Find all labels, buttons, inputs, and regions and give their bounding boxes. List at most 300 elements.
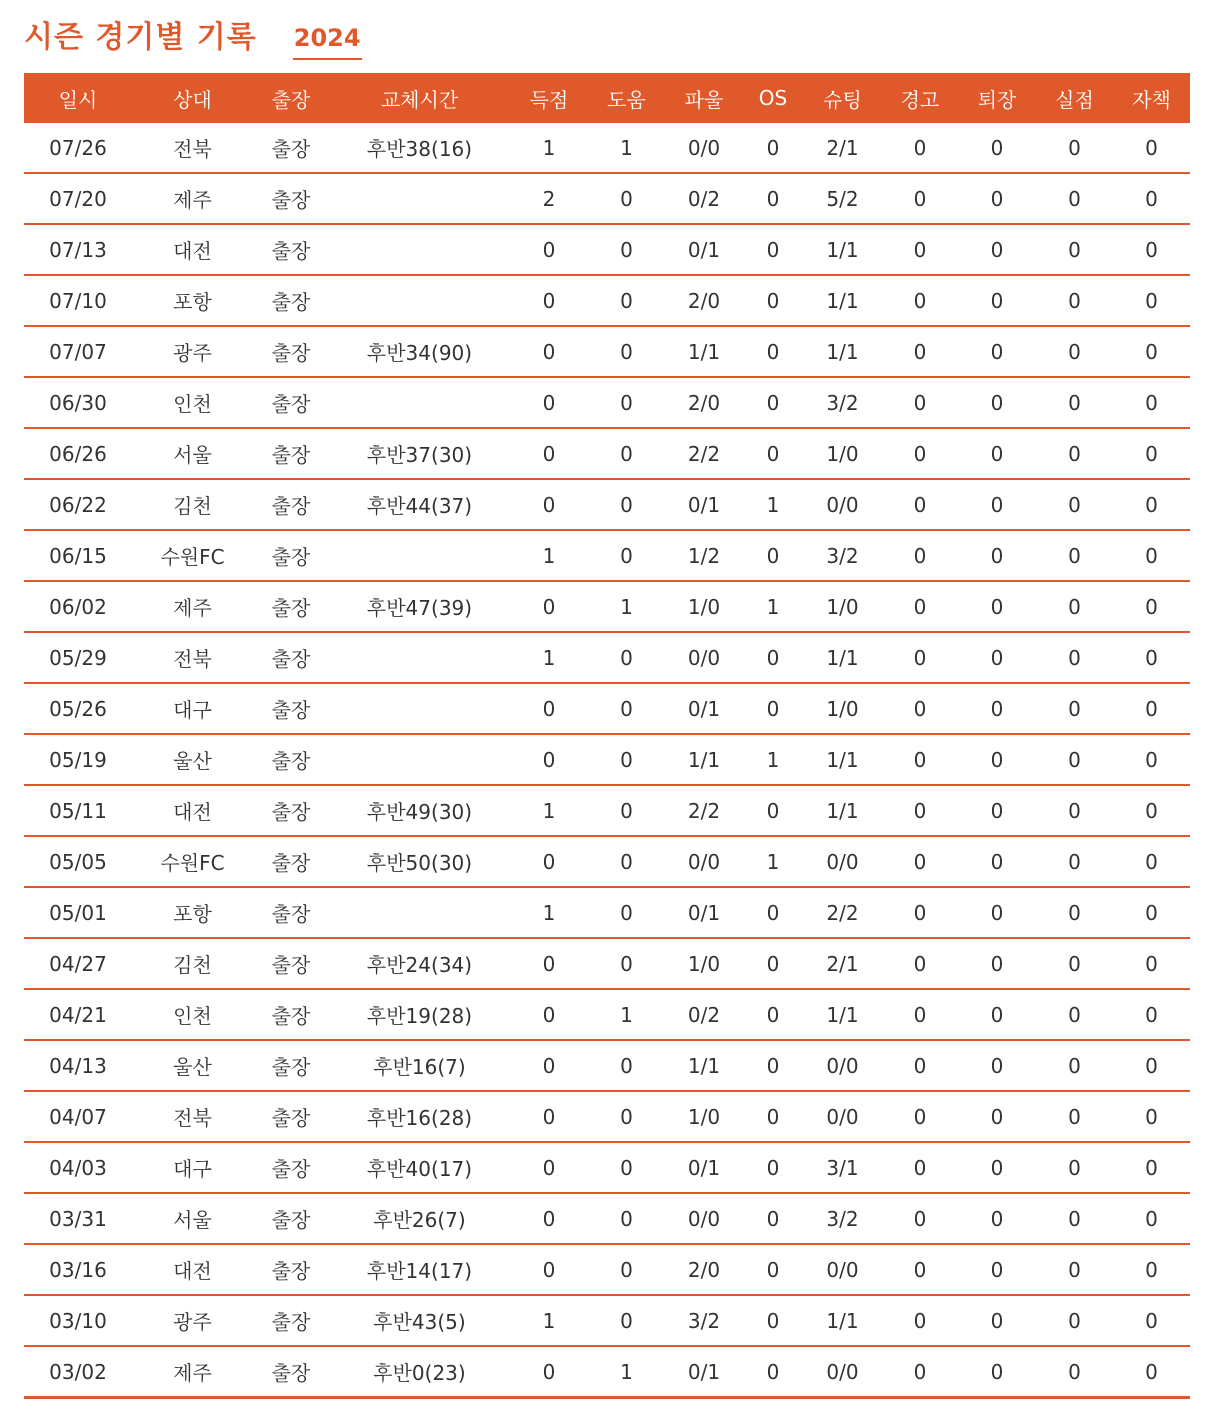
table-cell: 1/0 [665, 581, 743, 632]
table-cell: 0 [743, 530, 803, 581]
table-cell: 0 [882, 632, 958, 683]
table-cell: 06/22 [24, 479, 132, 530]
table-cell: 0 [510, 1244, 588, 1295]
table-cell: 출장 [253, 123, 329, 173]
table-cell: 0 [882, 683, 958, 734]
table-cell: 0 [743, 377, 803, 428]
table-cell: 0 [958, 1295, 1036, 1346]
table-cell: 0 [958, 989, 1036, 1040]
table-cell: 0 [1113, 887, 1190, 938]
table-cell: 0 [588, 785, 665, 836]
table-cell: 0 [510, 938, 588, 989]
table-cell: 0 [882, 1091, 958, 1142]
table-cell: 출장 [253, 734, 329, 785]
table-row [24, 836, 1190, 887]
table-cell: 0/0 [803, 1244, 882, 1295]
table-cell: 0 [882, 938, 958, 989]
table-cell: 0 [588, 479, 665, 530]
table-cell: 광주 [132, 1295, 253, 1346]
table-cell: 광주 [132, 326, 253, 377]
table-cell [329, 734, 510, 785]
table-row [24, 887, 1190, 938]
table-cell: 포항 [132, 275, 253, 326]
table-cell: 0/0 [665, 123, 743, 173]
table-cell: 0 [588, 1295, 665, 1346]
table-cell: 0 [588, 530, 665, 581]
table-cell: 후반34(90) [329, 326, 510, 377]
table-cell: 03/16 [24, 1244, 132, 1295]
table-row [24, 428, 1190, 479]
table-cell: 0 [1113, 734, 1190, 785]
table-cell: 04/27 [24, 938, 132, 989]
table-cell: 03/02 [24, 1346, 132, 1398]
table-cell: 0 [1113, 785, 1190, 836]
table-cell: 0 [1036, 326, 1113, 377]
table-cell: 0 [882, 326, 958, 377]
table-cell: 0 [882, 123, 958, 173]
table-cell: 0 [958, 1244, 1036, 1295]
table-cell: 0 [1036, 123, 1113, 173]
table-cell: 0/1 [665, 479, 743, 530]
table-cell: 1/1 [803, 734, 882, 785]
table-cell: 출장 [253, 173, 329, 224]
table-cell: 출장 [253, 836, 329, 887]
table-cell: 0 [958, 123, 1036, 173]
table-cell: 06/02 [24, 581, 132, 632]
table-cell: 0 [1113, 1193, 1190, 1244]
table-cell: 0/1 [665, 683, 743, 734]
table-cell: 출장 [253, 1040, 329, 1091]
table-cell: 0 [882, 836, 958, 887]
table-cell: 1/1 [803, 224, 882, 275]
table-cell: 0 [510, 479, 588, 530]
table-cell: 0 [743, 173, 803, 224]
table-cell: 03/31 [24, 1193, 132, 1244]
table-cell: 0 [958, 938, 1036, 989]
table-cell: 0 [958, 530, 1036, 581]
table-cell: 전북 [132, 632, 253, 683]
table-cell: 2/0 [665, 275, 743, 326]
table-cell: 0 [882, 377, 958, 428]
table-cell: 0 [510, 734, 588, 785]
table-cell: 후반40(17) [329, 1142, 510, 1193]
table-cell: 0 [743, 1040, 803, 1091]
table-cell: 05/11 [24, 785, 132, 836]
table-cell: 서울 [132, 1193, 253, 1244]
table-row [24, 683, 1190, 734]
table-cell: 수원FC [132, 530, 253, 581]
table-cell: 04/03 [24, 1142, 132, 1193]
table-cell: 0 [588, 224, 665, 275]
table-cell: 04/07 [24, 1091, 132, 1142]
table-cell: 1 [510, 530, 588, 581]
table-cell: 출장 [253, 581, 329, 632]
table-cell: 출장 [253, 224, 329, 275]
table-cell: 0 [1113, 938, 1190, 989]
table-cell: 0 [588, 632, 665, 683]
table-cell: 04/21 [24, 989, 132, 1040]
table-cell: 0 [958, 887, 1036, 938]
table-cell: 1/0 [665, 1091, 743, 1142]
table-cell: 0 [1113, 1091, 1190, 1142]
column-header: 출장 [253, 73, 329, 123]
table-cell: 3/2 [803, 377, 882, 428]
table-cell: 0/0 [803, 479, 882, 530]
table-cell: 0 [588, 1091, 665, 1142]
table-cell: 0 [588, 1040, 665, 1091]
table-cell: 0 [510, 989, 588, 1040]
table-cell: 0 [510, 377, 588, 428]
table-cell: 2/2 [665, 785, 743, 836]
column-header: 자책 [1113, 73, 1190, 123]
table-cell: 0 [958, 275, 1036, 326]
table-cell: 07/26 [24, 123, 132, 173]
table-cell: 0 [882, 479, 958, 530]
table-cell: 0 [958, 173, 1036, 224]
table-cell: 0 [1036, 1295, 1113, 1346]
table-cell: 출장 [253, 1091, 329, 1142]
table-cell: 0/0 [803, 1091, 882, 1142]
table-cell: 07/13 [24, 224, 132, 275]
table-cell: 0 [1036, 1193, 1113, 1244]
table-cell [329, 683, 510, 734]
table-row [24, 1142, 1190, 1193]
table-cell: 제주 [132, 1346, 253, 1398]
table-cell: 1 [510, 632, 588, 683]
table-cell: 06/30 [24, 377, 132, 428]
table-cell: 1/0 [803, 581, 882, 632]
table-cell: 0 [1036, 377, 1113, 428]
table-cell: 김천 [132, 938, 253, 989]
table-cell: 0/1 [665, 1346, 743, 1398]
table-row [24, 1295, 1190, 1346]
table-cell: 1/0 [665, 938, 743, 989]
table-cell: 출장 [253, 530, 329, 581]
table-cell: 서울 [132, 428, 253, 479]
table-cell: 0 [882, 1295, 958, 1346]
table-cell: 후반50(30) [329, 836, 510, 887]
table-cell: 0 [882, 1040, 958, 1091]
column-header: 상대 [132, 73, 253, 123]
table-cell: 0 [1036, 275, 1113, 326]
table-cell: 0 [1036, 632, 1113, 683]
table-cell: 대전 [132, 785, 253, 836]
table-cell: 1/1 [803, 785, 882, 836]
table-cell: 1/1 [665, 734, 743, 785]
table-cell: 0 [743, 1346, 803, 1398]
table-cell: 1/0 [803, 683, 882, 734]
table-cell: 06/15 [24, 530, 132, 581]
table-cell: 0 [1036, 1091, 1113, 1142]
table-cell: 1/0 [803, 428, 882, 479]
table-cell: 출장 [253, 887, 329, 938]
table-cell: 1/1 [803, 1295, 882, 1346]
table-cell: 0 [1036, 224, 1113, 275]
table-row [24, 581, 1190, 632]
table-cell: 2 [510, 173, 588, 224]
season-year-selector[interactable]: 2024 [293, 16, 362, 60]
table-row [24, 989, 1190, 1040]
table-cell: 3/2 [803, 1193, 882, 1244]
table-cell: 0 [588, 1193, 665, 1244]
table-cell: 0 [743, 1244, 803, 1295]
table-cell: 0/1 [665, 887, 743, 938]
table-cell: 07/10 [24, 275, 132, 326]
table-cell: 0 [510, 1091, 588, 1142]
table-cell: 0 [882, 734, 958, 785]
table-cell: 0 [510, 683, 588, 734]
table-cell: 0 [1036, 938, 1113, 989]
table-cell: 1/1 [803, 275, 882, 326]
table-cell: 0 [958, 1193, 1036, 1244]
table-cell [329, 530, 510, 581]
table-cell: 0 [1036, 1142, 1113, 1193]
table-row [24, 326, 1190, 377]
table-cell: 07/07 [24, 326, 132, 377]
table-cell: 0 [510, 428, 588, 479]
table-cell: 0/1 [665, 1142, 743, 1193]
table-row [24, 1193, 1190, 1244]
table-cell: 후반26(7) [329, 1193, 510, 1244]
table-cell: 0 [1113, 428, 1190, 479]
table-cell: 0 [588, 1142, 665, 1193]
table-cell: 1 [588, 1346, 665, 1398]
table-cell: 0 [958, 632, 1036, 683]
table-cell: 0 [743, 938, 803, 989]
table-cell: 0 [588, 836, 665, 887]
table-cell: 2/0 [665, 1244, 743, 1295]
table-cell: 출장 [253, 632, 329, 683]
column-header: 경고 [882, 73, 958, 123]
table-cell: 후반37(30) [329, 428, 510, 479]
table-cell: 출장 [253, 785, 329, 836]
table-row [24, 377, 1190, 428]
table-cell: 0 [1113, 1040, 1190, 1091]
table-cell: 0 [588, 377, 665, 428]
table-cell: 1 [743, 479, 803, 530]
table-cell: 0 [1113, 836, 1190, 887]
table-cell: 05/26 [24, 683, 132, 734]
table-cell: 0 [1036, 887, 1113, 938]
table-cell: 0 [1036, 428, 1113, 479]
table-row [24, 479, 1190, 530]
table-cell: 1 [588, 581, 665, 632]
table-cell: 0 [1113, 224, 1190, 275]
table-cell: 출장 [253, 1193, 329, 1244]
table-cell: 0 [510, 1346, 588, 1398]
table-row [24, 1346, 1190, 1398]
table-cell: 07/20 [24, 173, 132, 224]
table-cell: 0 [510, 1193, 588, 1244]
table-cell: 0 [743, 1193, 803, 1244]
table-cell: 1/1 [803, 632, 882, 683]
table-cell: 0 [510, 1040, 588, 1091]
table-cell: 후반16(7) [329, 1040, 510, 1091]
table-cell: 0 [958, 785, 1036, 836]
table-cell: 0/1 [665, 224, 743, 275]
table-row [24, 1040, 1190, 1091]
table-cell: 0 [1113, 683, 1190, 734]
table-cell: 출장 [253, 938, 329, 989]
table-cell: 03/10 [24, 1295, 132, 1346]
table-cell: 후반24(34) [329, 938, 510, 989]
page-header [24, 16, 362, 60]
table-cell: 출장 [253, 1295, 329, 1346]
table-cell: 0 [588, 428, 665, 479]
table-cell: 후반49(30) [329, 785, 510, 836]
table-cell: 0 [882, 887, 958, 938]
table-cell: 1 [588, 123, 665, 173]
table-cell: 후반44(37) [329, 479, 510, 530]
table-cell: 0 [510, 224, 588, 275]
table-cell: 전북 [132, 1091, 253, 1142]
table-cell: 0 [882, 275, 958, 326]
table-cell: 0 [958, 836, 1036, 887]
table-cell: 후반14(17) [329, 1244, 510, 1295]
column-header: 슈팅 [803, 73, 882, 123]
table-cell: 0 [882, 224, 958, 275]
table-row [24, 785, 1190, 836]
table-cell: 0 [1036, 479, 1113, 530]
table-cell: 울산 [132, 1040, 253, 1091]
table-cell: 0 [510, 1142, 588, 1193]
column-header: 교체시간 [329, 73, 510, 123]
table-cell: 0 [958, 683, 1036, 734]
table-header-row [24, 73, 1190, 123]
table-cell: 0 [882, 1244, 958, 1295]
table-cell: 1 [588, 989, 665, 1040]
table-cell: 0/0 [665, 1193, 743, 1244]
table-cell: 0 [958, 326, 1036, 377]
table-cell: 0 [743, 887, 803, 938]
table-cell [329, 377, 510, 428]
table-cell: 0 [588, 275, 665, 326]
match-records-table [24, 73, 1190, 1399]
table-cell: 3/2 [665, 1295, 743, 1346]
table-cell: 0 [882, 1142, 958, 1193]
table-cell: 출장 [253, 428, 329, 479]
table-row [24, 1091, 1190, 1142]
table-cell: 0 [588, 1244, 665, 1295]
table-cell: 0 [958, 428, 1036, 479]
table-cell: 0 [1036, 581, 1113, 632]
column-header: 일시 [24, 73, 132, 123]
table-cell: 0 [1113, 1244, 1190, 1295]
table-cell: 0 [510, 326, 588, 377]
table-cell: 0/0 [803, 1346, 882, 1398]
table-cell: 0 [958, 1040, 1036, 1091]
table-cell: 05/05 [24, 836, 132, 887]
table-cell: 제주 [132, 581, 253, 632]
table-cell: 1/1 [803, 326, 882, 377]
column-header: 실점 [1036, 73, 1113, 123]
table-cell: 0 [743, 1142, 803, 1193]
table-row [24, 632, 1190, 683]
table-cell: 울산 [132, 734, 253, 785]
table-cell: 0 [743, 632, 803, 683]
table-row [24, 224, 1190, 275]
table-row [24, 530, 1190, 581]
table-cell: 0 [588, 173, 665, 224]
table-cell: 0 [882, 581, 958, 632]
table-cell: 출장 [253, 1142, 329, 1193]
table-cell: 0 [958, 1091, 1036, 1142]
table-cell: 후반0(23) [329, 1346, 510, 1398]
table-cell: 후반19(28) [329, 989, 510, 1040]
column-header: 파울 [665, 73, 743, 123]
table-row [24, 173, 1190, 224]
page-title: 시즌 경기별 기록 [24, 20, 257, 55]
table-cell: 인천 [132, 377, 253, 428]
table-cell [329, 275, 510, 326]
table-cell: 0 [1036, 1040, 1113, 1091]
table-cell: 0 [1113, 1295, 1190, 1346]
table-cell: 출장 [253, 377, 329, 428]
table-cell: 1/1 [665, 326, 743, 377]
table-cell: 출장 [253, 479, 329, 530]
table-cell: 0 [958, 377, 1036, 428]
table-cell: 0 [1113, 581, 1190, 632]
table-cell: 0 [743, 428, 803, 479]
table-row [24, 275, 1190, 326]
table-cell: 0 [1113, 479, 1190, 530]
table-cell: 0 [1113, 1346, 1190, 1398]
column-header: 퇴장 [958, 73, 1036, 123]
table-cell: 0 [510, 581, 588, 632]
table-cell [329, 224, 510, 275]
table-cell: 1 [510, 1295, 588, 1346]
table-cell: 0/0 [803, 836, 882, 887]
table-cell: 1 [510, 887, 588, 938]
table-cell: 0 [958, 224, 1036, 275]
table-cell: 0 [882, 989, 958, 1040]
table-cell: 0 [1036, 785, 1113, 836]
table-cell: 0 [1113, 377, 1190, 428]
table-cell: 0 [882, 1193, 958, 1244]
table-cell: 0 [1113, 173, 1190, 224]
table-cell: 05/29 [24, 632, 132, 683]
table-cell: 0/2 [665, 989, 743, 1040]
table-cell: 0 [958, 581, 1036, 632]
table-cell: 0 [510, 275, 588, 326]
table-cell: 0 [882, 428, 958, 479]
table-cell: 0 [743, 1295, 803, 1346]
table-cell: 2/2 [803, 887, 882, 938]
table-cell: 1 [743, 581, 803, 632]
table-cell: 0 [882, 530, 958, 581]
table-row [24, 123, 1190, 173]
table-cell: 0 [743, 123, 803, 173]
table-cell: 1 [743, 734, 803, 785]
table-cell: 3/2 [803, 530, 882, 581]
table-cell: 0 [1113, 530, 1190, 581]
table-cell: 0 [743, 1091, 803, 1142]
column-header: 득점 [510, 73, 588, 123]
table-cell: 후반38(16) [329, 123, 510, 173]
table-cell: 3/1 [803, 1142, 882, 1193]
table-cell: 0 [1036, 989, 1113, 1040]
table-cell: 0 [588, 887, 665, 938]
table-cell: 05/19 [24, 734, 132, 785]
table-cell: 출장 [253, 989, 329, 1040]
table-cell: 0/0 [665, 836, 743, 887]
table-cell: 0 [1113, 1142, 1190, 1193]
table-cell: 후반47(39) [329, 581, 510, 632]
table-cell: 출장 [253, 1346, 329, 1398]
table-cell [329, 173, 510, 224]
table-cell: 0 [743, 224, 803, 275]
table-cell: 06/26 [24, 428, 132, 479]
